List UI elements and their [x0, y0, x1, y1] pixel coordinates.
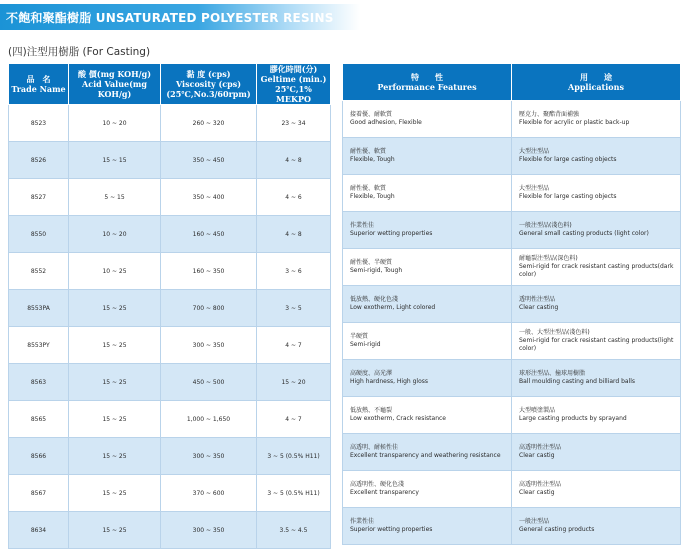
cell-viscosity: 160 ~ 450	[161, 216, 257, 253]
text-zh: 大型噴塗製品	[519, 407, 556, 414]
cell-viscosity: 300 ~ 350	[161, 512, 257, 549]
table-row	[343, 360, 681, 397]
cell-application	[512, 101, 681, 138]
cell-acid-value: 10 ~ 20	[69, 216, 161, 253]
cell-performance	[343, 175, 512, 212]
cell-viscosity: 450 ~ 500	[161, 364, 257, 401]
text-zh: 接着優、耐軟質	[350, 111, 393, 118]
text-zh: 高透明性、硬化色淺	[350, 481, 405, 488]
text-zh: 半硬質	[350, 333, 369, 340]
cell-acid-value: 15 ~ 25	[69, 438, 161, 475]
header-en: Applications	[568, 82, 624, 92]
cell-trade-name: 8563	[9, 364, 69, 401]
cell-performance	[343, 138, 512, 175]
text-zh: 高透明性注型品	[519, 444, 562, 451]
cell-performance	[343, 323, 512, 360]
header-en-sub: (25℃,No.3/60rpm)	[166, 89, 251, 99]
cell-performance	[343, 249, 512, 286]
cell-application	[512, 323, 681, 360]
header-zh: 用 途	[580, 72, 612, 82]
text-en: Good adhesion, Flexible	[350, 119, 422, 126]
cell-viscosity: 300 ~ 350	[161, 327, 257, 364]
text-en: Ball moulding casting and billiard balls	[519, 378, 636, 385]
cell-performance	[343, 101, 512, 138]
text-en: Flexible, Tough	[350, 156, 395, 163]
text-zh: 作業性佳	[350, 518, 375, 525]
table-row	[9, 179, 331, 216]
cell-performance	[343, 286, 512, 323]
table-row	[343, 323, 681, 360]
cell-application	[512, 286, 681, 323]
cell-application	[512, 360, 681, 397]
text-zh: 耐性優、軟質	[350, 148, 387, 155]
cell-trade-name: 8526	[9, 142, 69, 179]
table-row	[9, 327, 331, 364]
cell-viscosity: 1,000 ~ 1,650	[161, 401, 257, 438]
text-zh: 耐性優、半硬質	[350, 259, 393, 266]
cell-trade-name: 8634	[9, 512, 69, 549]
table-row	[9, 364, 331, 401]
cell-geltime: 4 ~ 8	[257, 216, 331, 253]
cell-application	[512, 175, 681, 212]
cell-geltime: 3.5 ~ 4.5	[257, 512, 331, 549]
text-en: Superior wetting properties	[350, 230, 433, 237]
text-en: Superior wetting properties	[350, 526, 433, 533]
cell-trade-name: 8567	[9, 475, 69, 512]
text-zh: 球形注型品、撞球用樹脂	[519, 370, 586, 377]
cell-geltime: 3 ~ 6	[257, 253, 331, 290]
cell-acid-value: 15 ~ 25	[69, 475, 161, 512]
text-en: General casting products	[519, 526, 595, 533]
cell-acid-value: 15 ~ 25	[69, 401, 161, 438]
cell-geltime: 4 ~ 7	[257, 327, 331, 364]
text-zh: 高硬度、高光澤	[350, 370, 393, 377]
text-zh: 大型注型品	[519, 148, 550, 155]
text-zh: 高透明、耐候性佳	[350, 444, 399, 451]
cell-acid-value: 15 ~ 25	[69, 364, 161, 401]
col-header-performance	[343, 64, 512, 101]
cell-viscosity: 260 ~ 320	[161, 105, 257, 142]
cell-trade-name: 8527	[9, 179, 69, 216]
header-en: Viscosity (cps)	[175, 79, 242, 89]
cell-geltime: 3 ~ 5 (0.5% H11)	[257, 438, 331, 475]
header-zh: 品 名	[26, 74, 51, 84]
cell-performance	[343, 212, 512, 249]
text-en: Clear casting	[519, 304, 559, 311]
cell-geltime: 4 ~ 8	[257, 142, 331, 179]
header-zh: 特 性	[411, 72, 443, 82]
text-en: Low exotherm, Crack resistance	[350, 415, 446, 422]
text-en: High hardness, High gloss	[350, 378, 429, 385]
text-en: Flexible for acrylic or plastic back-up	[519, 119, 630, 126]
cell-trade-name: 8565	[9, 401, 69, 438]
text-zh: 透明性注型品	[519, 296, 556, 303]
cell-geltime: 4 ~ 7	[257, 401, 331, 438]
cell-application	[512, 138, 681, 175]
table-row	[343, 286, 681, 323]
applications-table	[342, 63, 681, 545]
text-en: Semi-rigid	[350, 341, 381, 348]
cell-trade-name: 8523	[9, 105, 69, 142]
table-row	[343, 175, 681, 212]
text-zh: 耐性優、軟質	[350, 185, 387, 192]
col-header-applications	[512, 64, 681, 101]
cell-viscosity: 700 ~ 800	[161, 290, 257, 327]
table-row	[9, 512, 331, 549]
cell-acid-value: 15 ~ 25	[69, 327, 161, 364]
text-en: Semi-rigid for crack resistant casting products(dark color)	[519, 263, 674, 278]
table-row	[343, 212, 681, 249]
cell-application	[512, 397, 681, 434]
text-en: Flexible, Tough	[350, 193, 395, 200]
table-row	[343, 249, 681, 286]
table-row	[9, 290, 331, 327]
text-en: Semi-rigid for crack resistant casting products(light color)	[519, 337, 674, 352]
table-row	[343, 471, 681, 508]
text-en: Clear castig	[519, 489, 555, 496]
cell-acid-value: 15 ~ 25	[69, 290, 161, 327]
cell-geltime: 23 ~ 34	[257, 105, 331, 142]
cell-viscosity: 160 ~ 350	[161, 253, 257, 290]
text-en: Clear castig	[519, 452, 555, 459]
text-en: General small casting products (light color)	[519, 230, 649, 237]
text-zh: 壓克力、聚酯背面補強	[519, 111, 580, 118]
cell-geltime: 4 ~ 6	[257, 179, 331, 216]
text-en: Excellent transparency and weathering resistance	[350, 452, 501, 459]
text-zh: 一般注型品	[519, 518, 550, 525]
cell-viscosity: 370 ~ 600	[161, 475, 257, 512]
header-zh: 膠化時間(分)	[269, 64, 318, 74]
header-en: Acid Value(mg KOH/g)	[82, 79, 147, 99]
cell-geltime: 3 ~ 5 (0.5% H11)	[257, 475, 331, 512]
text-zh: 作業性佳	[350, 222, 375, 229]
cell-geltime: 15 ~ 20	[257, 364, 331, 401]
cell-acid-value: 10 ~ 20	[69, 105, 161, 142]
cell-acid-value: 5 ~ 15	[69, 179, 161, 216]
table-row	[9, 438, 331, 475]
header-zh: 酸 價(mg KOH/g)	[78, 69, 151, 79]
text-en: Semi-rigid, Tough	[350, 267, 403, 274]
text-en: Excellent transparency	[350, 489, 419, 496]
table-row	[9, 105, 331, 142]
text-zh: 一般、大型注型品(淺色料)	[519, 329, 590, 336]
text-en: Flexible for large casting objects	[519, 156, 617, 163]
cell-application	[512, 508, 681, 545]
col-header-acid-value	[69, 64, 161, 105]
col-header-viscosity	[161, 64, 257, 105]
text-en: Flexible for large casting objects	[519, 193, 617, 200]
table-row	[343, 508, 681, 545]
col-header-geltime	[257, 64, 331, 105]
table-row	[9, 216, 331, 253]
text-zh: 高透明性注型品	[519, 481, 562, 488]
table-row	[343, 101, 681, 138]
cell-performance	[343, 471, 512, 508]
cell-viscosity: 350 ~ 450	[161, 142, 257, 179]
section-title: (四)注型用樹脂 (For Casting)	[8, 46, 151, 58]
cell-trade-name: 8552	[9, 253, 69, 290]
text-en: Low exotherm, Light colored	[350, 304, 436, 311]
header-en-sub: 25℃,1% MEKPO	[275, 84, 312, 104]
properties-table	[8, 63, 331, 549]
table-row	[343, 397, 681, 434]
table-row	[9, 401, 331, 438]
page-title: 不飽和聚酯樹脂 UNSATURATED POLYESTER RESINS	[6, 11, 334, 25]
table-row	[9, 142, 331, 179]
header-en: Trade Name	[11, 84, 66, 94]
cell-performance	[343, 360, 512, 397]
cell-application	[512, 471, 681, 508]
header-en: Geltime (min.)	[260, 74, 327, 84]
cell-trade-name: 8553PA	[9, 290, 69, 327]
header-banner	[0, 4, 360, 30]
cell-geltime: 3 ~ 5	[257, 290, 331, 327]
cell-acid-value: 15 ~ 25	[69, 512, 161, 549]
cell-acid-value: 10 ~ 25	[69, 253, 161, 290]
cell-performance	[343, 397, 512, 434]
cell-acid-value: 15 ~ 15	[69, 142, 161, 179]
cell-viscosity: 350 ~ 400	[161, 179, 257, 216]
cell-trade-name: 8553PY	[9, 327, 69, 364]
cell-application	[512, 249, 681, 286]
header-zh: 黏 度 (cps)	[186, 69, 231, 79]
col-header-trade-name	[9, 64, 69, 105]
cell-performance	[343, 508, 512, 545]
table-row	[9, 253, 331, 290]
cell-trade-name: 8550	[9, 216, 69, 253]
header-en: Performance Features	[377, 82, 477, 92]
cell-application	[512, 212, 681, 249]
text-zh: 耐龜裂注型品(深色料)	[519, 255, 578, 262]
text-en: Large casting products by sprayand	[519, 415, 627, 422]
text-zh: 大型注型品	[519, 185, 550, 192]
text-zh: 一般注型品(淺色料)	[519, 222, 572, 229]
table-row	[9, 475, 331, 512]
text-zh: 低放熱、硬化色淺	[350, 296, 399, 303]
table-row	[343, 138, 681, 175]
cell-trade-name: 8566	[9, 438, 69, 475]
cell-viscosity: 300 ~ 350	[161, 438, 257, 475]
text-zh: 低放熱、不龜裂	[350, 407, 393, 414]
